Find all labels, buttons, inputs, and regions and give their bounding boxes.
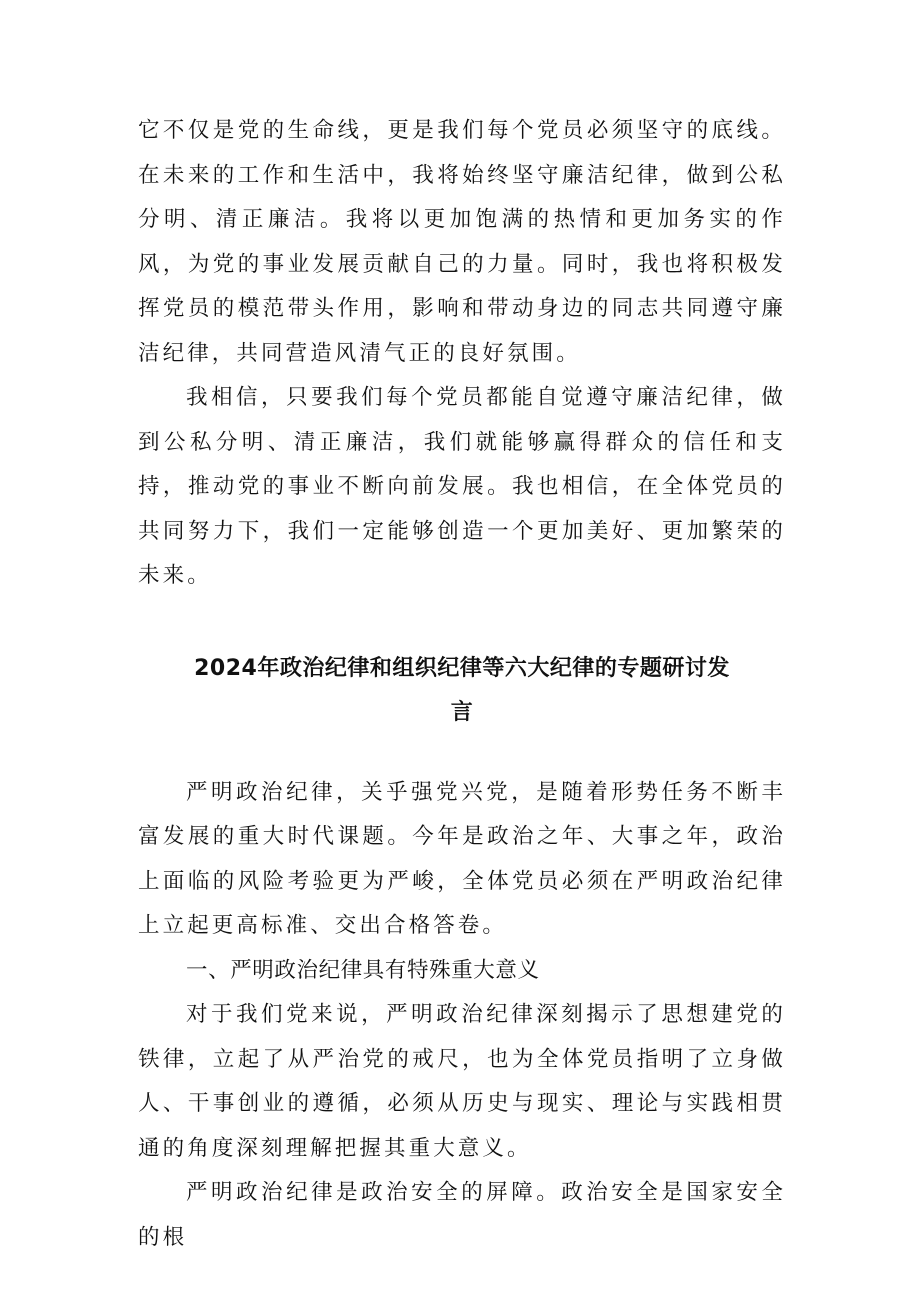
closing-paragraph: 我相信，只要我们每个党员都能自觉遵守廉洁纪律，做到公私分明、清正廉洁，我们就能够赢得群众的信任和支持，推动党的事业不断向前发展。我也相信，在全体党员的共同努力下，我们一定能够创造一个更加美好、更加繁荣的未来。 [138,385,786,588]
article-title-line-2: 言 [450,699,474,725]
section-heading-1: 一、严明政治纪律具有特殊重大意义 [186,957,540,983]
intro-paragraph: 严明政治纪律，关乎强党兴党，是随着形势任务不断丰富发展的重大时代课题。今年是政治之年、大事之年，政治上面临的风险考验更为严峻，全体党员必须在严明政治纪律上立起更高标准、交出合格答卷。 [138,779,786,938]
section-1-paragraph-2: 严明政治纪律是政治安全的屏障。政治安全是国家安全的根 [138,1180,786,1250]
document-page [138,109,786,1260]
article-title-line-1: 2024年政治纪律和组织纪律等六大纪律的专题研讨发 [194,655,730,681]
section-1-paragraph-1: 对于我们党来说，严明政治纪律深刻揭示了思想建党的铁律，立起了从严治党的戒尺，也为全体党员指明了立身做人、干事创业的遵循，必须从历史与现实、理论与实践相贯通的角度深刻理解把握其重大意义。 [138,1002,786,1161]
continuation-paragraph: 它不仅是党的生命线，更是我们每个党员必须坚守的底线。在未来的工作和生活中，我将始终坚守廉洁纪律，做到公私分明、清正廉洁。我将以更加饱满的热情和更加务实的作风，为党的事业发展贡献自己的力量。同时，我也将积极发挥党员的模范带头作用，影响和带动身边的同志共同遵守廉洁纪律，共同营造风清气正的良好氛围。 [138,118,786,366]
article-title [138,647,786,735]
